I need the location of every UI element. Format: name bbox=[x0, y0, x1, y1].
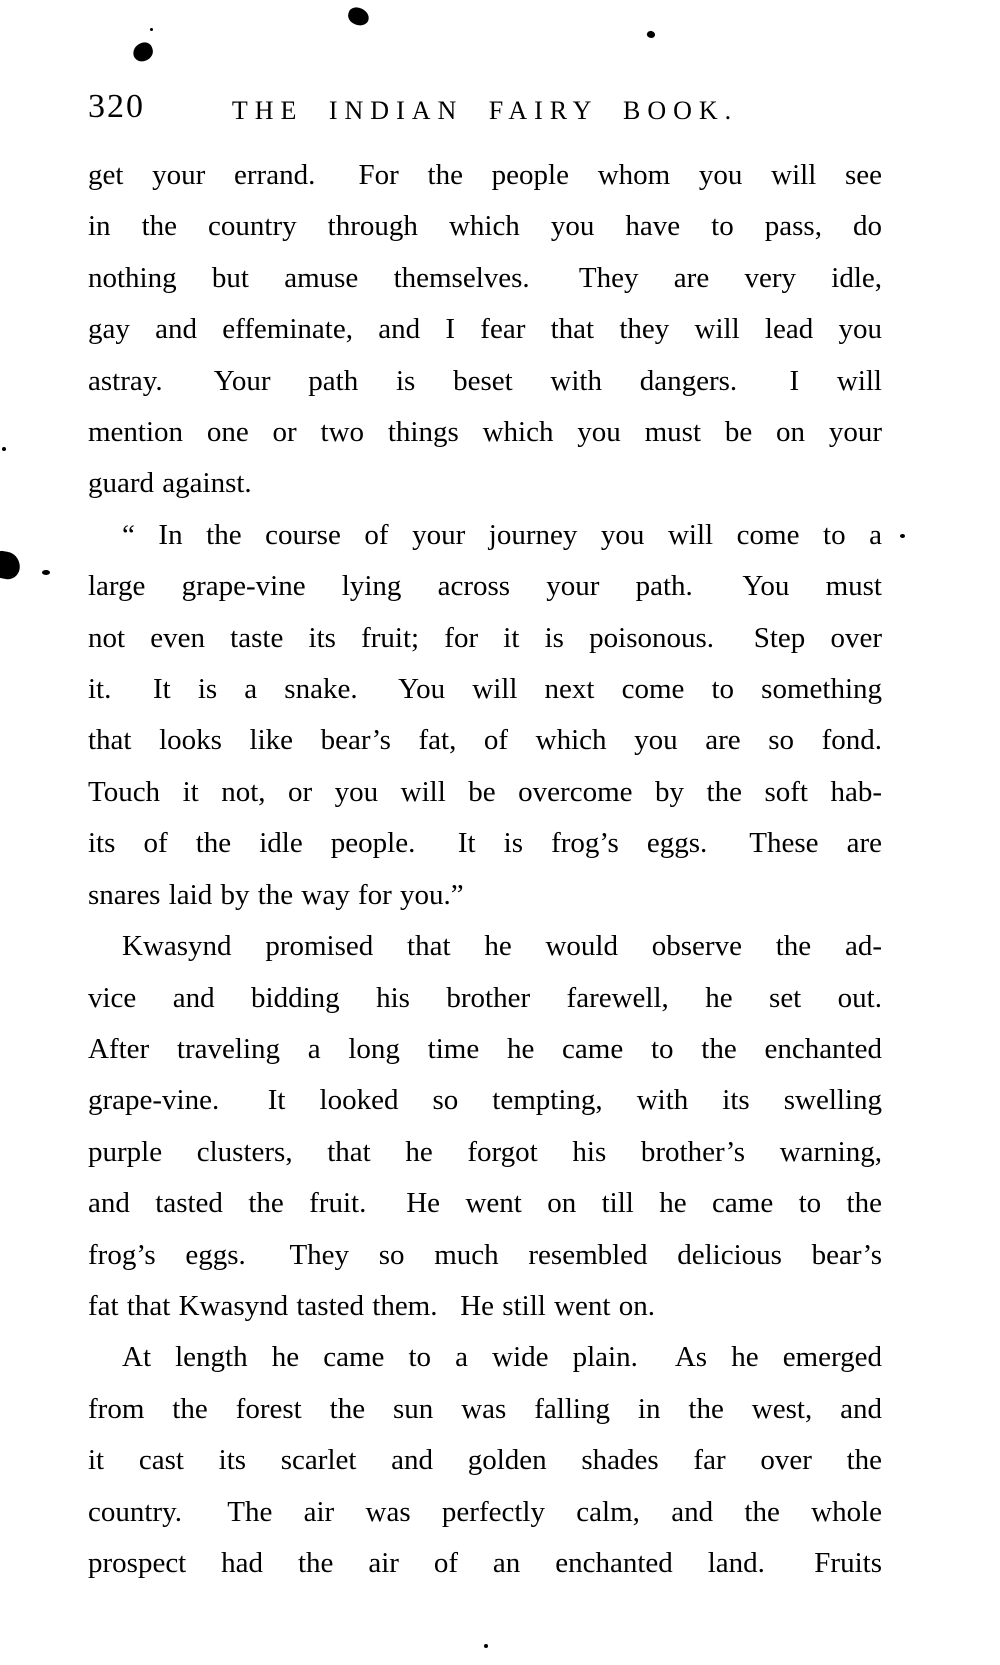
text-line: in the country through which you have to pass, do bbox=[88, 210, 882, 243]
text-line: Touch it not, or you will be overcome by the soft hab- bbox=[88, 775, 882, 808]
text-line: snares laid by the way for you.” bbox=[88, 878, 464, 911]
text-line: that looks like bear’s fat, of which you are so fond. bbox=[88, 724, 882, 757]
ink-speck bbox=[2, 447, 6, 451]
text-line: large grape-vine lying across your path. You must bbox=[88, 570, 882, 603]
text-line: After traveling a long time he came to the enchanted bbox=[88, 1032, 882, 1065]
page-number: 320 bbox=[88, 88, 145, 125]
text-line: not even taste its fruit; for it is poisonous. Step over bbox=[88, 621, 882, 654]
ink-spot bbox=[646, 29, 656, 39]
text-line: get your errand. For the people whom you will see bbox=[88, 159, 882, 191]
text-line: gay and effeminate, and I fear that they will lead you bbox=[88, 313, 882, 346]
ink-speck bbox=[150, 28, 153, 31]
text-line: vice and bidding his brother farewell, he set out. bbox=[88, 981, 882, 1014]
text-line: it cast its scarlet and golden shades far over the bbox=[88, 1444, 882, 1477]
ink-speck bbox=[484, 1644, 488, 1648]
text-line: its of the idle people. It is frog’s eggs. These are bbox=[88, 827, 882, 860]
text-line: purple clusters, that he forgot his brother’s warning, bbox=[88, 1135, 882, 1168]
text-line: Kwasynd promised that he would observe the ad- bbox=[122, 930, 882, 963]
ink-spot bbox=[0, 550, 22, 581]
text-line: nothing but amuse themselves. They are very idle, bbox=[88, 261, 882, 294]
text-line: grape-vine. It looked so tempting, with its swelling bbox=[88, 1084, 882, 1117]
text-line: “ In the course of your journey you will come to a bbox=[122, 518, 882, 551]
text-line: prospect had the air of an enchanted land. Fruits bbox=[88, 1546, 882, 1579]
text-line: and tasted the fruit. He went on till he came to the bbox=[88, 1187, 882, 1220]
text-line: At length he came to a wide plain. As he emerged bbox=[122, 1341, 882, 1374]
ink-speck bbox=[42, 570, 50, 575]
text-line: country. The air was perfectly calm, and the whole bbox=[88, 1495, 882, 1528]
running-header: THE INDIAN FAIRY BOOK. bbox=[231, 96, 739, 125]
text-line: guard against. bbox=[88, 467, 252, 500]
text-line: it. It is a snake. You will next come to something bbox=[88, 673, 882, 706]
text-line: from the forest the sun was falling in the west, and bbox=[88, 1392, 882, 1425]
ink-spot bbox=[131, 40, 156, 64]
text-line: frog’s eggs. They so much resembled delicious bear’s bbox=[88, 1238, 882, 1271]
text-line: mention one or two things which you must be on your bbox=[88, 416, 882, 449]
text-line: astray. Your path is beset with dangers. I will bbox=[88, 364, 882, 397]
text-line: fat that Kwasynd tasted them. He still went on. bbox=[88, 1289, 655, 1322]
ink-spot bbox=[346, 6, 371, 28]
ink-speck bbox=[900, 534, 905, 538]
body-text bbox=[88, 150, 882, 1589]
